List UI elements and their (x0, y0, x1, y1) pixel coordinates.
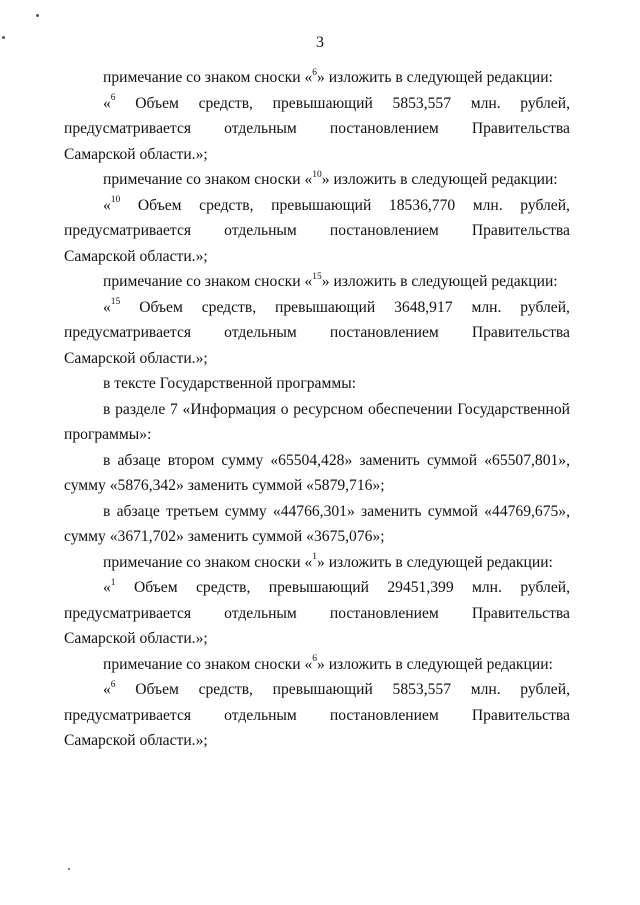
footnote-instruction (64, 269, 570, 295)
word: рублей, (520, 681, 570, 698)
footnote-text (64, 91, 570, 168)
word: предусматривается (64, 324, 192, 341)
quote-open: «$^{15}$ (103, 297, 121, 316)
quote-open: «$^1$ (103, 577, 116, 596)
word: рублей, (520, 579, 570, 596)
word: Объем (137, 196, 182, 214)
word: рублей, (520, 94, 570, 112)
word: Правительства (471, 120, 570, 137)
scan-speck (36, 14, 39, 17)
page-number: 3 (316, 34, 324, 51)
word: средств, (196, 579, 251, 596)
word: Объем (133, 579, 178, 596)
instruction-text: примечание со знаком сноски « (103, 553, 313, 571)
word: Объем (139, 298, 183, 316)
justify-line (64, 91, 570, 117)
footnote-text (64, 575, 570, 652)
word: 5853,557 (392, 681, 452, 698)
word: средств, (199, 196, 254, 214)
footnote-mark: 6 (312, 67, 317, 78)
word: отдельным (224, 706, 297, 724)
justify-line (64, 601, 570, 627)
footnote-mark: 6 (312, 654, 317, 665)
footnote-tail: Самарской области.»; (64, 145, 208, 163)
footnote-text (64, 677, 570, 754)
word: постановлением (329, 120, 439, 137)
justify-line (64, 295, 570, 321)
justify-line (64, 193, 570, 219)
scan-speck (68, 868, 70, 870)
word: средств, (198, 681, 253, 698)
word: превышающий (268, 579, 369, 596)
word: предусматривается (64, 120, 192, 137)
word: отдельным (224, 222, 297, 239)
word: средств, (198, 94, 253, 112)
justify-line (64, 575, 570, 601)
word: млн. (472, 196, 503, 214)
justify-line (64, 677, 570, 703)
text-paragraph: в тексте Государственной программы: (103, 375, 357, 392)
footnote-mark: 10 (110, 195, 121, 206)
justify-line (64, 116, 570, 142)
footnote-instruction (64, 65, 570, 91)
text-paragraph: в абзаце третьем сумму «44766,301» заменить суммой «44769,675», сумму «3671,702» заменить суммой «3675,076»; (64, 502, 570, 545)
quote-open: «$^{10}$ (103, 195, 121, 214)
footnote-tail: Самарской области.»; (64, 630, 208, 647)
word: млн. (472, 579, 502, 596)
word: рублей, (520, 196, 570, 214)
word: постановлением (329, 706, 439, 724)
footnote-text (64, 193, 570, 270)
instruction-text: » изложить в следующей редакции: (317, 69, 553, 86)
footnote-mark: 6 (110, 93, 116, 104)
word: предусматривается (64, 222, 192, 239)
word: Правительства (471, 324, 570, 341)
quote-open: «$^6$ (103, 679, 116, 698)
footnote-tail: Самарской области.»; (64, 732, 208, 749)
instruction-text: примечание со знаком сноски « (103, 171, 313, 188)
word: постановлением (329, 604, 439, 622)
word: постановлением (329, 324, 439, 341)
footnote-instruction (64, 652, 570, 678)
word: Правительства (471, 222, 570, 239)
footnote-instruction (64, 167, 570, 193)
footnote-mark: 6 (110, 679, 116, 690)
word: превышающий (272, 681, 373, 698)
text-paragraph: в абзаце втором сумму «65504,428» заменить суммой «65507,801», сумму «5876,342» заменить суммой «5879,716»; (64, 451, 570, 494)
word: Правительства (471, 706, 570, 724)
footnote-mark: 1 (312, 552, 317, 563)
word: 29451,399 (387, 579, 454, 596)
instruction-text: примечание со знаком сноски « (103, 69, 313, 86)
instruction-text: » изложить в следующей редакции: (317, 553, 553, 571)
instruction-text: » изложить в следующей редакции: (321, 171, 558, 188)
word: Правительства (471, 604, 570, 622)
footnote-tail: Самарской области.»; (64, 247, 208, 265)
document-body (64, 65, 570, 754)
word: превышающий (272, 94, 373, 112)
word: отдельным (224, 604, 297, 622)
word: Объем (135, 681, 179, 698)
instruction-text: примечание со знаком сноски « (103, 273, 313, 290)
footnote-tail: Самарской области.»; (64, 349, 208, 367)
footnote-mark: 15 (312, 271, 322, 282)
word: Объем (135, 94, 179, 112)
word: отдельным (224, 324, 297, 341)
instruction-text: » изложить в следующей редакции: (317, 655, 553, 673)
footnote-instruction (64, 550, 570, 576)
word: 3648,917 (394, 298, 453, 316)
word: млн. (471, 298, 502, 316)
footnote-mark: 10 (312, 169, 322, 180)
word: рублей, (520, 298, 570, 316)
word: 18536,770 (388, 196, 456, 214)
footnote-text (64, 295, 570, 372)
word: предусматривается (64, 604, 192, 622)
word: млн. (470, 94, 501, 112)
word: превышающий (271, 196, 372, 214)
justify-line (64, 703, 570, 729)
word: млн. (470, 681, 501, 698)
quote-open: «$^6$ (103, 93, 116, 112)
word: постановлением (329, 222, 439, 239)
word: отдельным (224, 120, 297, 137)
footnote-mark: 15 (110, 297, 121, 308)
word: 5853,557 (392, 94, 452, 112)
instruction-text: » изложить в следующей редакции: (321, 273, 558, 290)
instruction-text: примечание со знаком сноски « (103, 655, 313, 673)
justify-line (64, 320, 570, 346)
justify-line (64, 218, 570, 244)
word: предусматривается (64, 706, 192, 724)
word: средств, (201, 298, 257, 316)
text-paragraph: в разделе 7 «Информация о ресурсном обеспечении Государственной программы»: (64, 400, 570, 443)
footnote-mark: 1 (110, 577, 116, 588)
scan-speck (2, 36, 5, 39)
word: превышающий (275, 298, 376, 316)
